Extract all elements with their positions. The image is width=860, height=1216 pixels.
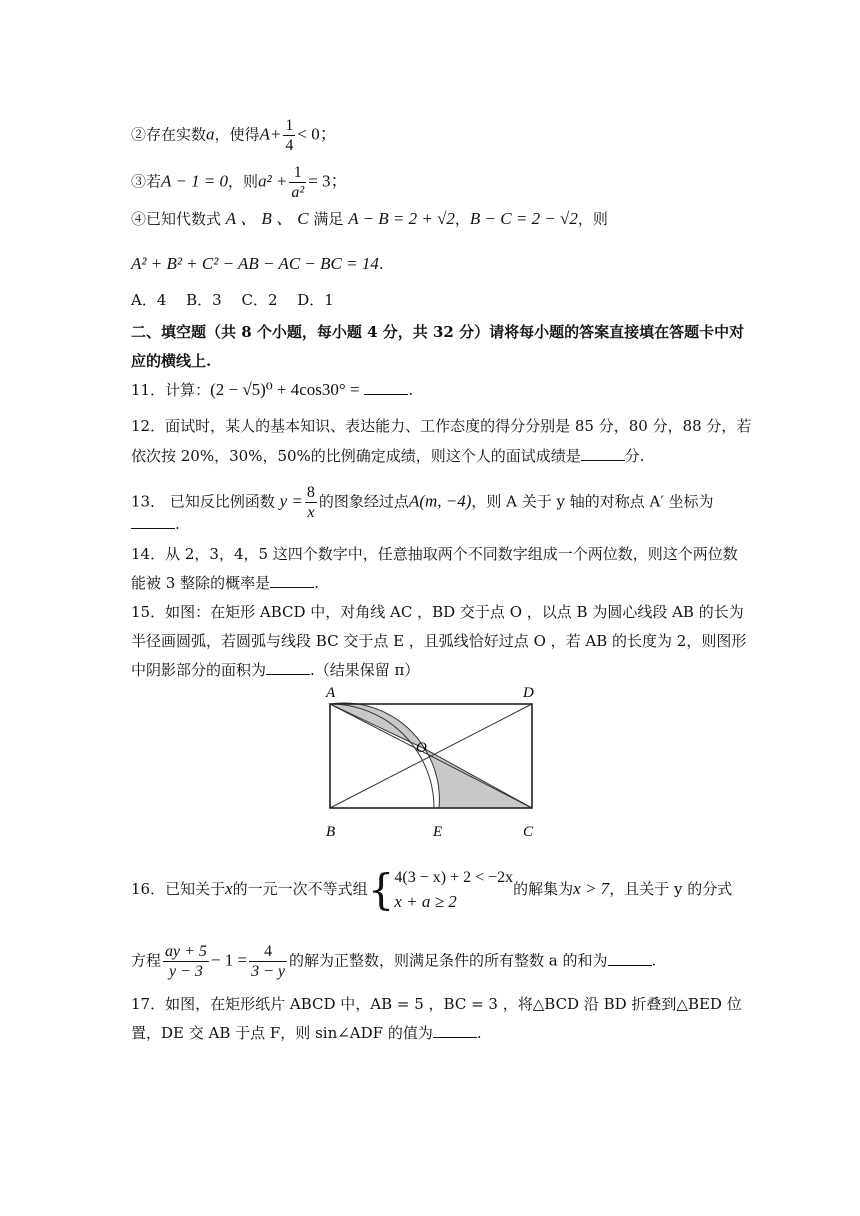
q16-ineq2: x + a ≥ 2	[394, 892, 457, 911]
q10-item4-vars: A 、 B 、 C	[225, 209, 309, 228]
q12-line2	[131, 446, 645, 466]
q15-rectangle-figure	[322, 680, 542, 840]
q10-item2-expr: A+	[259, 124, 282, 144]
q10-item3-cond: A − 1 = 0	[161, 171, 229, 191]
q16-solution: x > 7	[573, 879, 610, 898]
section2-heading-line2: 应的横线上.	[131, 352, 212, 370]
q17-line2-end: .	[476, 1024, 482, 1042]
q10-item2	[131, 116, 337, 155]
shaded-region-lower	[425, 749, 532, 808]
q10-options-text: A．4 B．3 C．2 D．1	[131, 291, 334, 309]
q10-item4-formula	[131, 254, 384, 274]
q14-line1-text: 14．从 2，3，4，5 这四个数字中，任意抽取两个不同数字组成一个两位数，则这个两位数	[131, 545, 738, 563]
q14-answer-blank[interactable]	[270, 573, 314, 588]
q10-item2-tail: < 0；	[297, 124, 337, 144]
section2-heading-line1: 二、填空题（共 8 个小题，每小题 4 分，共 32 分）请将每小题的答案直接填在答题卡中对	[131, 323, 745, 341]
q16-ineq1: 4(3 − x) + 2 < −2x	[394, 869, 514, 886]
section2-heading-2	[131, 351, 211, 371]
q14-line2-end: .	[314, 574, 319, 592]
label-c: C	[523, 824, 534, 840]
q10-item4-eq2: B − C = 2 − √2	[469, 209, 578, 228]
q11-answer-blank[interactable]	[364, 380, 408, 395]
q10-item4-eq1: A − B = 2 + √2	[348, 209, 455, 228]
q16-line2-prefix: 方程	[131, 951, 162, 970]
q14-line2-text: 能被 3 整除的概率是	[131, 574, 271, 592]
q11-prefix: 11．计算：	[131, 381, 211, 399]
q10-item4-text1: ④已知代数式	[131, 210, 222, 228]
q12-line1	[131, 416, 751, 436]
q11-end: .	[408, 381, 414, 399]
q17-answer-blank[interactable]	[433, 1023, 477, 1038]
q10-item3-frac-den: a²	[291, 184, 305, 201]
q10-item2-frac-den: 4	[285, 137, 294, 154]
q10-item4-sep: ，	[454, 210, 470, 228]
q13-prefix: 13． 已知反比例函数	[131, 492, 275, 511]
q15-line2-text: 半径画圆弧，若圆弧与线段 BC 交于点 E ，且弧线恰好过点 O ，若 AB 的长度为 2，则图形	[131, 632, 747, 650]
q15-line2	[131, 631, 746, 651]
q10-item2-var: a	[206, 124, 215, 144]
q10-item3-fraction	[289, 163, 306, 202]
q16-minus-one: − 1 =	[210, 950, 248, 970]
q13-func-lhs: y =	[279, 491, 303, 511]
q13-mid: 的图象经过点	[318, 492, 409, 511]
q11-expr: (2 − √5)⁰ + 4cos30° =	[210, 380, 360, 399]
q10-item2-prefix: ②存在实数	[131, 125, 207, 144]
q10-item3-tail: = 3；	[308, 171, 348, 191]
q16-frac2-den: 3 − y	[251, 963, 286, 980]
q16-line2-tail: 的解为正整数，则满足条件的所有整数 a 的和为	[289, 951, 608, 970]
q10-item4-text2: 满足	[313, 210, 344, 228]
q13-fraction	[305, 483, 317, 522]
q15-line1-text: 15．如图：在矩形 ABCD 中，对角线 AC ，BD 交于点 O ，以点 B 为圆心线段 AB 的长为	[131, 603, 744, 621]
q12-line1-text: 12．面试时，某人的基本知识、表达能力、工作态度的得分分别是 85 分，80 分，88 分，若	[131, 417, 752, 435]
label-a: A	[326, 685, 336, 701]
q14-line2	[131, 573, 319, 593]
q10-item4-text3: ，则	[577, 210, 608, 228]
q10-item4	[131, 209, 608, 229]
q16-line1	[131, 866, 732, 914]
q16-fraction1	[163, 942, 209, 981]
q10-item3-expr: a² +	[258, 171, 288, 191]
q16-frac2-num: 4	[249, 942, 287, 962]
q13-point: A(m, −4)	[408, 491, 472, 511]
q16-fraction2	[249, 942, 287, 981]
label-o: O	[416, 740, 427, 756]
q16-prefix: 16．已知关于	[131, 880, 226, 898]
label-d: D	[523, 685, 534, 701]
section2-heading	[131, 322, 744, 342]
q13	[131, 483, 714, 522]
brace-icon: {	[367, 865, 395, 914]
q13-frac-num: 8	[306, 484, 315, 501]
q15-line3-text: 中阴影部分的面积为	[131, 661, 267, 679]
q10-item3-mid: ，则	[228, 172, 259, 191]
q12-line2-text: 依次按 20%，30%，50%的比例确定成绩，则这个人的面试成绩是	[131, 447, 581, 465]
q10-item3-prefix: ③若	[131, 172, 162, 191]
q10-item4-end: .	[378, 255, 384, 273]
q10-item2-mid: ，使得	[214, 125, 260, 144]
q15-line1	[131, 602, 744, 622]
q11	[131, 380, 413, 400]
q10-item3-frac-num: 1	[289, 163, 306, 183]
q13-tail: ，则 A 关于 y 轴的对称点 A′ 坐标为	[471, 492, 714, 511]
q13-answer-blank[interactable]	[131, 514, 175, 529]
q13-frac-den: x	[307, 504, 315, 521]
q17-line2-text: 置，DE 交 AB 于点 F，则 sin∠ADF 的值为	[131, 1024, 433, 1042]
q17-line2	[131, 1023, 482, 1043]
q14-line1	[131, 544, 738, 564]
q10-item4-eq3: A² + B² + C² − AB − AC − BC = 14	[131, 254, 379, 273]
q16-mid2: 的解集为	[513, 880, 574, 898]
q16-tail: ，且关于 y 的分式	[609, 880, 733, 898]
q10-options	[131, 290, 334, 310]
q15-answer-blank[interactable]	[266, 660, 310, 675]
q16-end: .	[651, 951, 657, 970]
label-e: E	[433, 824, 443, 840]
q12-line2-end: 分.	[624, 447, 645, 465]
q16-var-x: x	[225, 879, 233, 898]
q15-line3	[131, 660, 419, 680]
q10-item2-fraction	[283, 116, 295, 155]
q16-frac1-den: y − 3	[169, 963, 203, 980]
q10-item2-frac-num: 1	[285, 117, 294, 134]
q12-answer-blank[interactable]	[581, 446, 625, 461]
label-b: B	[326, 824, 336, 840]
q16-line2	[131, 942, 656, 981]
q16-inequality-system	[394, 866, 513, 914]
q16-answer-blank[interactable]	[608, 951, 652, 966]
q10-item3	[131, 163, 348, 202]
q16-frac1-num: ay + 5	[165, 943, 207, 960]
q13-end: .	[175, 515, 180, 533]
q17-line1-text: 17．如图，在矩形纸片 ABCD 中，AB = 5 ，BC = 3 ，将△BCD 沿 BD 折叠到△BED 位	[131, 995, 742, 1013]
q17-line1	[131, 994, 742, 1014]
q13-line2	[131, 514, 180, 534]
q16-mid1: 的一元一次不等式组	[232, 880, 368, 898]
q15-line3-end: .（结果保留 π）	[310, 661, 420, 679]
